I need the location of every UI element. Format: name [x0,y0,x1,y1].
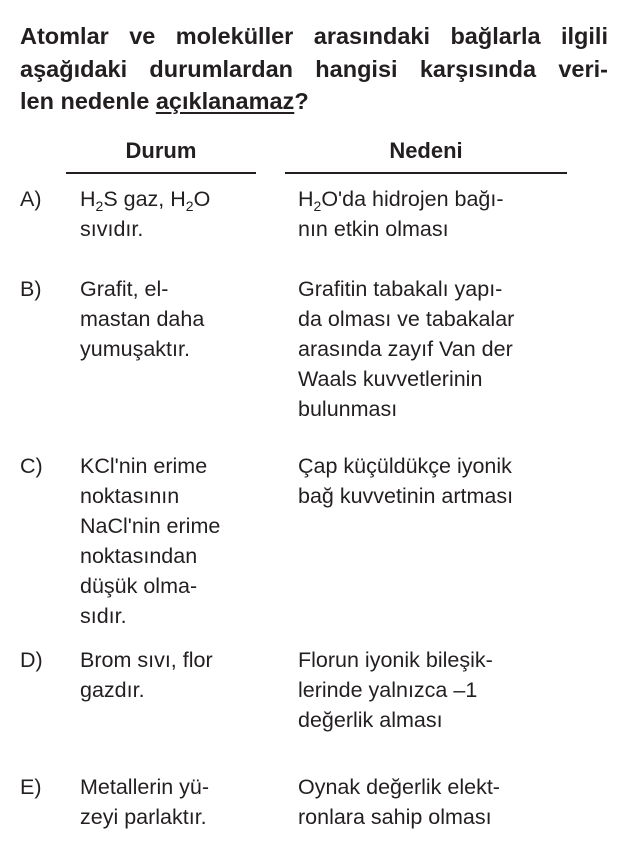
question-line-3-prefix: len nedenle [20,88,156,114]
durum-line: Brom sıvı, flor [80,648,213,672]
nedeni-line: bulunması [298,397,398,421]
nedeni-line: ronlara sahip olması [298,805,492,829]
durum-line: sıdır. [80,604,127,628]
formula-part: O [193,187,211,211]
question-line-2: aşağıdaki durumlardan hangisi karşısında veri- [20,55,608,82]
nedeni-line: Oynak değerlik elekt- [298,775,500,799]
option-label: C) [20,454,43,478]
durum-line [80,184,280,214]
option-label: B) [20,277,42,301]
column-header-nedeni: Nedeni [389,138,463,163]
option-label: A) [20,187,42,211]
durum-line: Metallerin yü- [80,775,210,799]
durum-line: yumuşaktır. [80,337,190,361]
formula-subscript: 2 [95,198,104,214]
nedeni-line: bağ kuvvetinin artması [298,484,514,508]
durum-cell [80,274,280,364]
header-rule-nedeni [285,172,567,174]
nedeni-line: lerinde yalnızca –1 [298,678,478,702]
formula-part: S gaz, H [103,187,186,211]
durum-line: mastan daha [80,307,205,331]
nedeni-line: da olması ve tabakalar [298,307,515,331]
formula-part: O'da hidrojen bağı- [321,187,504,211]
durum-line: Grafit, el- [80,277,169,301]
durum-cell [80,645,280,705]
formula-part: H [298,187,314,211]
nedeni-cell [298,184,618,244]
question-stem [20,20,608,118]
durum-line: noktasının [80,484,180,508]
question-emphasis-underlined: açıklanamaz [155,88,295,114]
nedeni-line: nın etkin olması [298,217,449,241]
nedeni-cell [298,772,618,832]
durum-cell [80,184,280,244]
header-rule-durum [66,172,256,174]
durum-line: düşük olma- [80,574,198,598]
durum-line: noktasından [80,544,198,568]
durum-cell [80,451,280,631]
formula-subscript: 2 [185,198,194,214]
nedeni-line: Florun iyonik bileşik- [298,648,493,672]
question-line-1: Atomlar ve moleküller arasındaki bağlarla ilgili [20,23,608,49]
durum-cell [80,772,280,832]
formula-part: H [80,187,96,211]
option-label: E) [20,775,42,799]
question-mark: ? [294,88,309,114]
nedeni-line: Grafitin tabakalı yapı- [298,277,503,301]
nedeni-cell [298,451,618,511]
nedeni-line: Waals kuvvetlerinin [298,367,483,391]
nedeni-line: Çap küçüldükçe iyonik [298,454,512,478]
durum-line: gazdır. [80,678,145,702]
formula-subscript: 2 [313,198,322,214]
option-label: D) [20,648,43,672]
durum-line: zeyi parlaktır. [80,805,207,829]
nedeni-cell [298,645,618,735]
question-line-3 [20,85,608,118]
nedeni-line: değerlik alması [298,708,443,732]
durum-line: NaCl'nin erime [80,514,221,538]
nedeni-line [298,184,618,214]
nedeni-line: arasında zayıf Van der [298,337,513,361]
durum-line: sıvıdır. [80,217,144,241]
durum-line: KCl'nin erime [80,454,208,478]
column-header-durum: Durum [125,138,197,163]
nedeni-cell [298,274,618,424]
